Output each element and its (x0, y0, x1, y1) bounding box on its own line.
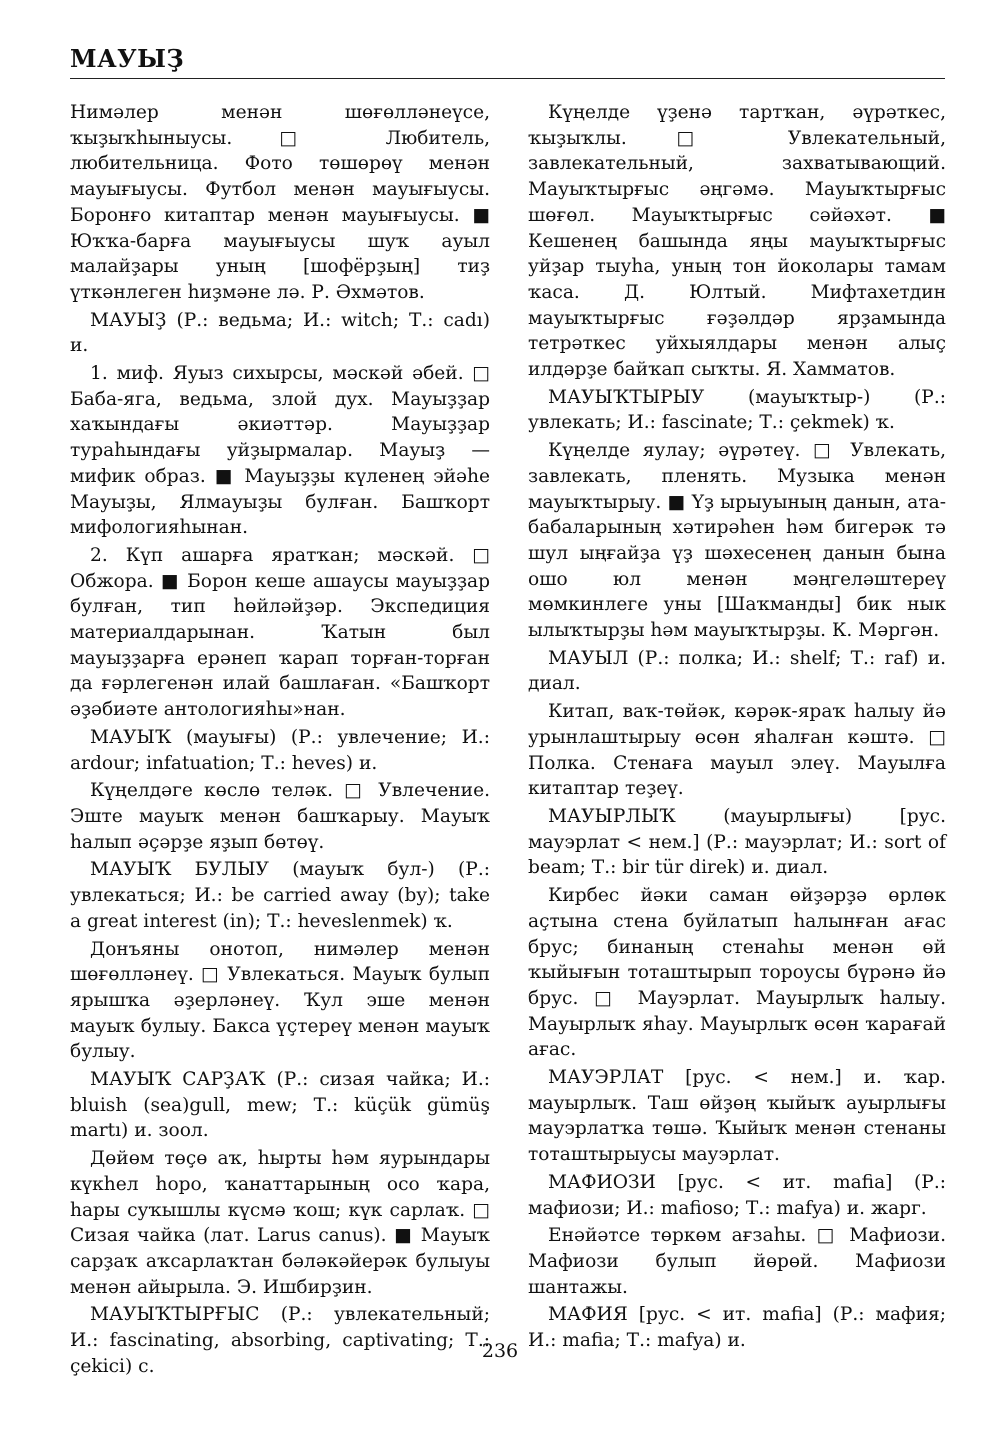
page-number: 236 (481, 1340, 519, 1362)
sense-1-mauyz: 1. миф. Яуыз сихырсы, мәскәй әбей. □ Баба-яга, ведьма, злой дух. Мауыҙҙар хаҡындағы әкиәттәр. Мауыҙҙар тураһындағы уйҙырмалар. Мауыҙ — мифик образ. ■ Мауыҙҙы күленең эйәһе Мауыҙы, Ялмауыҙы булған. Башҡорт мифологияһынан. (70, 363, 490, 539)
definition-mauyktyryu: Күңелде яулау; әүрәтеү. □ Увлекать, завлекать, пленять. Музыка менән мауыҡтырыу. ■ Үҙ ырыуының данын, ата-бабаларының хәтирәһен һәм бигерәк тә шул ыңғайҙа үҙ шәхесенең данын бына ошо юл менән мәңгеләштереү мөмкинлеге уны [Шаҡманды] бик нык ылыҡтырҙы һәм мауыҡтырҙы. К. Мәргән. (528, 440, 946, 642)
headword-mauyktyryu: МАУЫҠТЫРЫУ (мауыҡтыр-) (Р.: увлекать; И.: fascinate; Т.: çekmek) ҡ. (528, 386, 946, 434)
headword-mauyz: МАУЫҘ (Р.: ведьма; И.: witch; Т.: cadı) и. (70, 309, 490, 357)
definition-mauyk-sardak: Дөйөм төҫө аҡ, һырты һәм яурындары күкһел һоро, ҡанаттарының осо ҡара, һары суҡышлы күсмә ҡош; күк сарлаҡ. □ Сизая чайка (лат. Larus canus). ■ Мауыҡ сарҙаҡ аҡсарлаҡтан бәләкәйерәк булыуы менән айырыла. Э. Ишбирҙин. (70, 1148, 490, 1298)
sense-2-mauyz: 2. Күп ашарға яратҡан; мәскәй. □ Обжора. ■ Борон кеше ашаусы мауыҙҙар булған, тип һөйләйҙәр. Экспедиция материалдарынан. Ҡатын был мауыҙҙарға ерәнеп ҡарап торған-торған да ғәрлегенән илай башлаған. «Башҡорт әҙәбиәте антологияһы»нан. (70, 544, 490, 721)
headword-mauyl: МАУЫЛ (Р.: полка; И.: shelf; Т.: raf) и. диал. (528, 647, 946, 695)
headword-mauyrlyk: МАУЫРЛЫҠ (мауырлығы) [рус. мауэрлат < нем.] (Р.: мауэрлат; И.: sort of beam; Т.: bir tür direk) и. диал. (528, 805, 946, 879)
definition-mauyl: Китап, ваҡ-төйәк, кәрәк-яраҡ һалыу йә урынлаштырыу өсөн яһалған кәштә. □ Полка. Стенаға мауыл элеү. Мауылға китаптар теҙеү. (528, 701, 946, 800)
definition-mauyktyrgys: Күңелде үҙенә тартҡан, әүрәткес, ҡыҙыҡлы. □ Увлекательный, завлекательный, захватывающий. Мауыҡтырғыс әңгәмә. Мауыҡтырғыс шөғөл. Мауыҡтырғыс сәйәхәт. ■ Кешенең башында яңы мауыҡтырғыс уйҙар тыуһа, уның тон йоколары тамам ҡаса. Д. Юлтый. Мифтахетдин мауыҡтырғыс ғәҙәлдәр ярҙамында тетрәткес уйхыялдары менән алыҫ илдәрҙе байҡап сыҡты. Я. Хамматов. (528, 102, 946, 381)
definition-mauyk: Күңелдәге көслө теләк. □ Увлечение. Эште мауыҡ менән башҡарыу. Мауыҡ һалып әҫәрҙе яҙып бөтөү. (70, 780, 490, 853)
header-rule (70, 78, 945, 79)
headword-mauyktyrgys: МАУЫҠТЫРҒЫС (Р.: увлекательный; И.: fascinating, absorbing, captivating; Т.: çekici) с. (70, 1304, 490, 1377)
headword-mauerlat: МАУЭРЛАТ [рус. < нем.] и. ҡар. мауырлыҡ. Таш өйҙөң ҡыйыҡ ауырлығы мауэрлатҡа төшә. Ҡыйыҡ менән стенаны тоташтырыусы мауэрлат. (528, 1067, 946, 1166)
definition-mauyk-bulyu: Донъяны онотоп, нимәлер менән шөғөлләнеү. □ Увлекаться. Мауыҡ булып ярышҡа әҙерләнеү. Ҡул эше менән мауыҡ булыу. Бакса үҫтереү менән мауыҡ булыу. (70, 938, 490, 1063)
running-head-title: МАУЫҘ (70, 44, 185, 73)
headword-mafiozi: МАФИОЗИ [рус. < ит. mafia] (Р.: мафиози; И.: mafioso; Т.: mafya) и. жарг. (528, 1171, 946, 1219)
entry-continuation: Нимәлер менән шөғөлләнеүсе, ҡыҙыҡһыныусы. □ Любитель, любительница. Фото төшөрөү менән мауығыусы. Футбол менән мауығыусы. Боронғо китаптар менән мауығыусы. ■ Юҡҡа-барға мауығыусы шуҡ ауыл малайҙары уның [шофёрҙың] тиҙ үткәнлеген һиҙмәне лә. Р. Әхмәтов. (70, 102, 490, 303)
definition-mauyrlyk: Кирбес йәки саман өйҙәрҙә өрлөк аҫтына стена буйлатып һалынған ағас брус; бинаның стенаһы менән өй ҡыйығын тоташтырып тороусы бүрәнә йә брус. □ Мауэрлат. Мауырлыҡ һалыу. Мауырлыҡ яһау. Мауырлыҡ өсөн ҡарағай ағас. (528, 885, 946, 1061)
left-column (70, 100, 490, 1381)
right-column (528, 100, 946, 1356)
headword-mafia: МАФИЯ [рус. < ит. mafia] (Р.: мафия; И.: mafia; Т.: mafya) и. (528, 1304, 946, 1352)
headword-mauyk: МАУЫҠ (мауығы) (Р.: увлечение; И.: ardour; infatuation; Т.: heves) и. (70, 726, 490, 774)
headword-mauyk-sardak: МАУЫҠ САРҘАҠ (Р.: сизая чайка; И.: bluish (sea)gull, mew; Т.: küçük gümüş martı) и. зоол. (70, 1069, 490, 1142)
page-header (70, 44, 945, 73)
definition-mafiozi: Енәйәтсе төркөм ағзаһы. □ Мафиози. Мафиози булып йөрөй. Мафиози шантажы. (528, 1225, 946, 1298)
headword-mauyk-bulyu: МАУЫҠ БУЛЫУ (мауыҡ бул-) (Р.: увлекаться; И.: be carried away (by); take a great interest (in); Т.: heveslenmek) ҡ. (70, 859, 490, 932)
